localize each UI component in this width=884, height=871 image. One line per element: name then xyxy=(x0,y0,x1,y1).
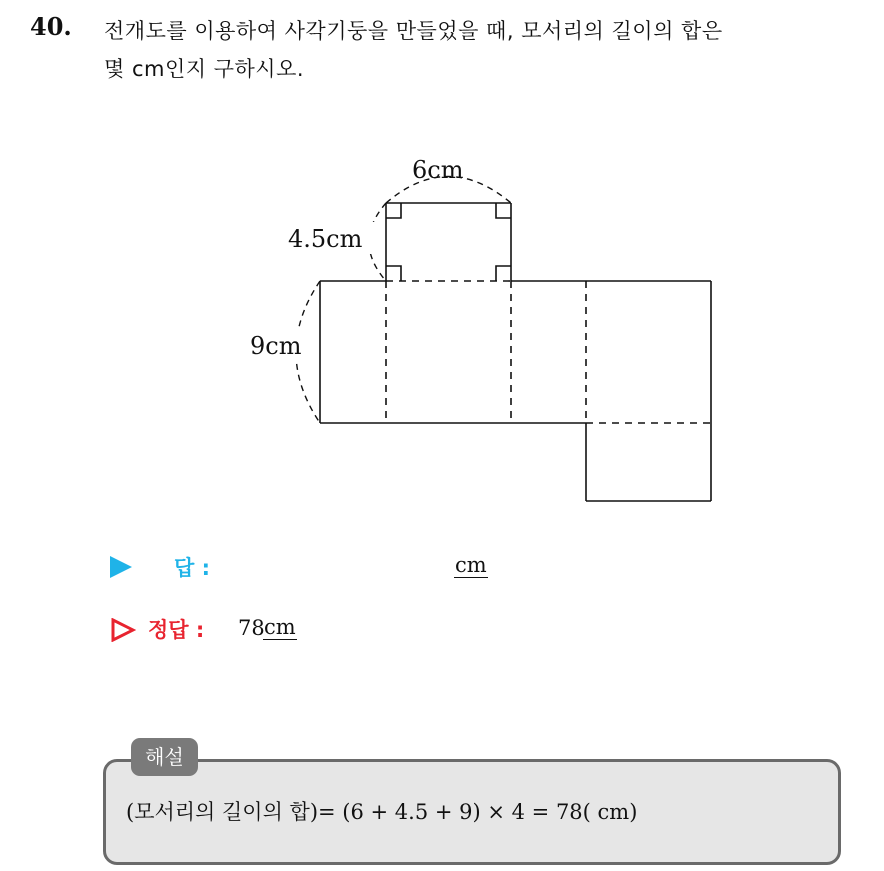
right-angle-mark-bl xyxy=(386,266,401,281)
correct-triangle-icon xyxy=(110,618,136,642)
question-line-1: 전개도를 이용하여 사각기둥을 만들었을 때, 모서리의 길이의 합은 xyxy=(104,19,723,43)
bottom-face xyxy=(586,423,711,501)
right-angle-mark-br xyxy=(496,266,511,281)
question-line-2: 몇 cm인지 구하시오. xyxy=(104,57,305,81)
label-6cm: 6cm xyxy=(412,156,464,184)
side-faces xyxy=(320,281,711,501)
answer-triangle-icon xyxy=(110,556,132,578)
label-4-5cm: 4.5cm xyxy=(288,225,363,253)
fold-lines xyxy=(386,281,711,423)
correct-answer-row xyxy=(110,614,510,646)
dimension-arcs xyxy=(296,177,511,424)
answer-row xyxy=(110,552,610,584)
answer-label: 답 : xyxy=(174,556,210,580)
explanation-tag: 해설 xyxy=(131,738,198,776)
explanation-text: (모서리의 길이의 합)= (6 + 4.5 + 9) × 4 = 78( cm) xyxy=(126,800,638,824)
correct-label: 정답 : xyxy=(148,618,205,642)
correct-unit: cm xyxy=(264,615,296,639)
right-angle-mark-tr xyxy=(496,203,511,218)
right-angle-mark-tl xyxy=(386,203,401,218)
question-number: 40. xyxy=(30,12,72,41)
answer-unit: cm xyxy=(455,553,487,577)
top-face xyxy=(386,203,511,281)
correct-value: 78 xyxy=(238,616,265,640)
label-9cm: 9cm xyxy=(250,332,302,360)
